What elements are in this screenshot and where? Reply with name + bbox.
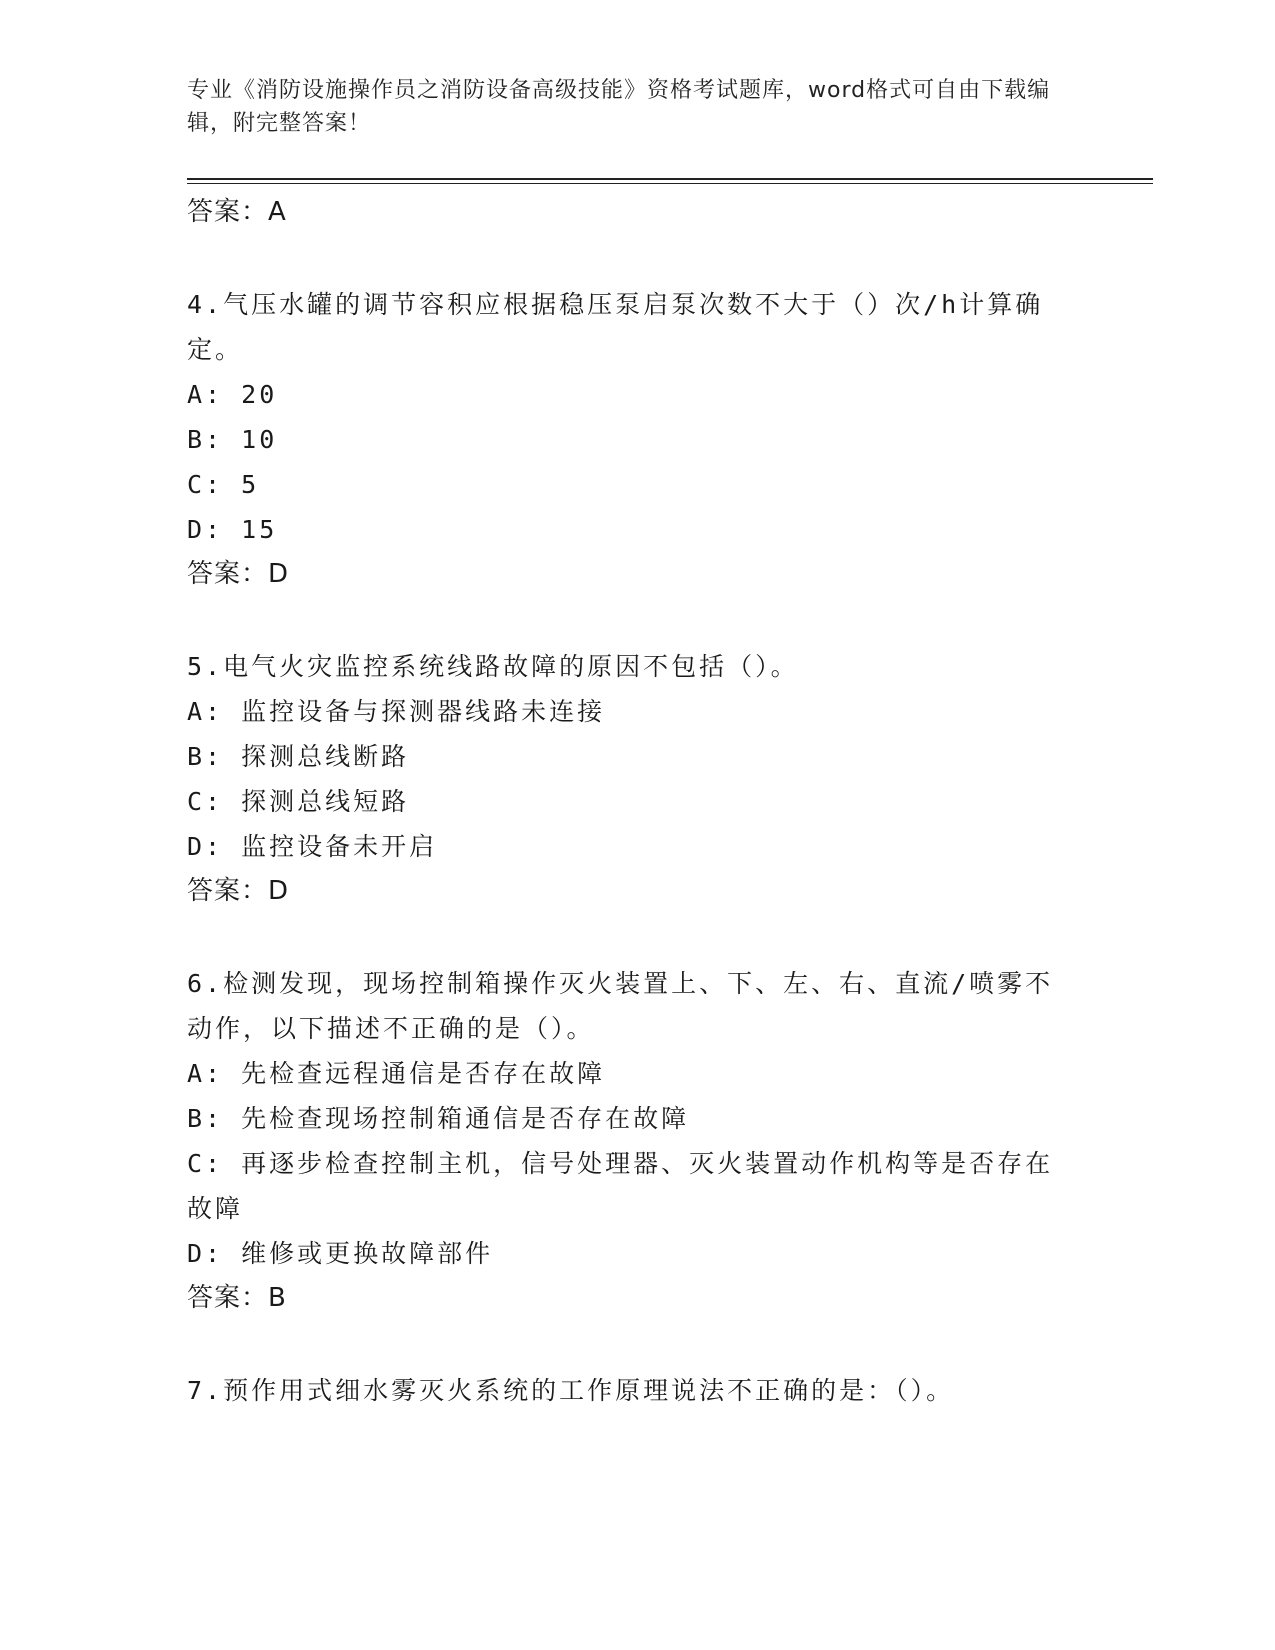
- question-block: [187, 961, 1087, 1320]
- answer-label: 答案：: [187, 876, 269, 906]
- answer-value: D: [268, 559, 290, 589]
- option-a: A: 监控设备与探测器线路未连接: [187, 697, 606, 726]
- answer-label: 答案：: [187, 559, 269, 589]
- answer-line: [187, 1276, 1087, 1320]
- question-text: 7.预作用式细水雾灭火系统的工作原理说法不正确的是：（）。: [187, 1376, 955, 1405]
- option-c: C: 探测总线短路: [187, 787, 410, 816]
- question-block: [187, 282, 1087, 596]
- question-block: [187, 1368, 1087, 1413]
- option-b: B: 10: [187, 425, 278, 454]
- option-d: D: 维修或更换故障部件: [187, 1239, 494, 1268]
- option-c: C: 再逐步检查控制主机，信号处理器、灭火装置动作机构等是否存在故障: [187, 1149, 1054, 1223]
- document-header: 专业《消防设施操作员之消防设备高级技能》资格考试题库，word格式可自由下载编辑，附完整答案！: [187, 78, 1051, 136]
- option-b: B: 先检查现场控制箱通信是否存在故障: [187, 1104, 690, 1133]
- answer-value: A: [268, 197, 287, 227]
- option-d: D: 15: [187, 515, 278, 544]
- answer-label: 答案：: [187, 1283, 269, 1313]
- answer-label: 答案：: [187, 197, 269, 227]
- header-divider-thin: [187, 183, 1153, 184]
- option-a: A: 20: [187, 380, 278, 409]
- option-c: C: 5: [187, 470, 260, 499]
- option-a: A: 先检查远程通信是否存在故障: [187, 1059, 606, 1088]
- option-b: B: 探测总线断路: [187, 742, 410, 771]
- question-text: 6.检测发现，现场控制箱操作灭火装置上、下、左、右、直流/喷雾不动作，以下描述不正确的是（）。: [187, 969, 1054, 1043]
- question-block: [187, 644, 1087, 913]
- answer-line: [187, 869, 1087, 913]
- header-divider-thick: [187, 178, 1153, 180]
- answer-line: [187, 552, 1087, 596]
- answer-line: [187, 190, 1087, 234]
- question-text: 5.电气火灾监控系统线路故障的原因不包括（）。: [187, 652, 799, 681]
- option-d: D: 监控设备未开启: [187, 832, 438, 861]
- answer-value: D: [268, 876, 290, 906]
- question-text: 4.气压水罐的调节容积应根据稳压泵启泵次数不大于（）次/h计算确定。: [187, 290, 1044, 364]
- question-list: [187, 190, 1087, 1413]
- answer-value: B: [268, 1283, 287, 1313]
